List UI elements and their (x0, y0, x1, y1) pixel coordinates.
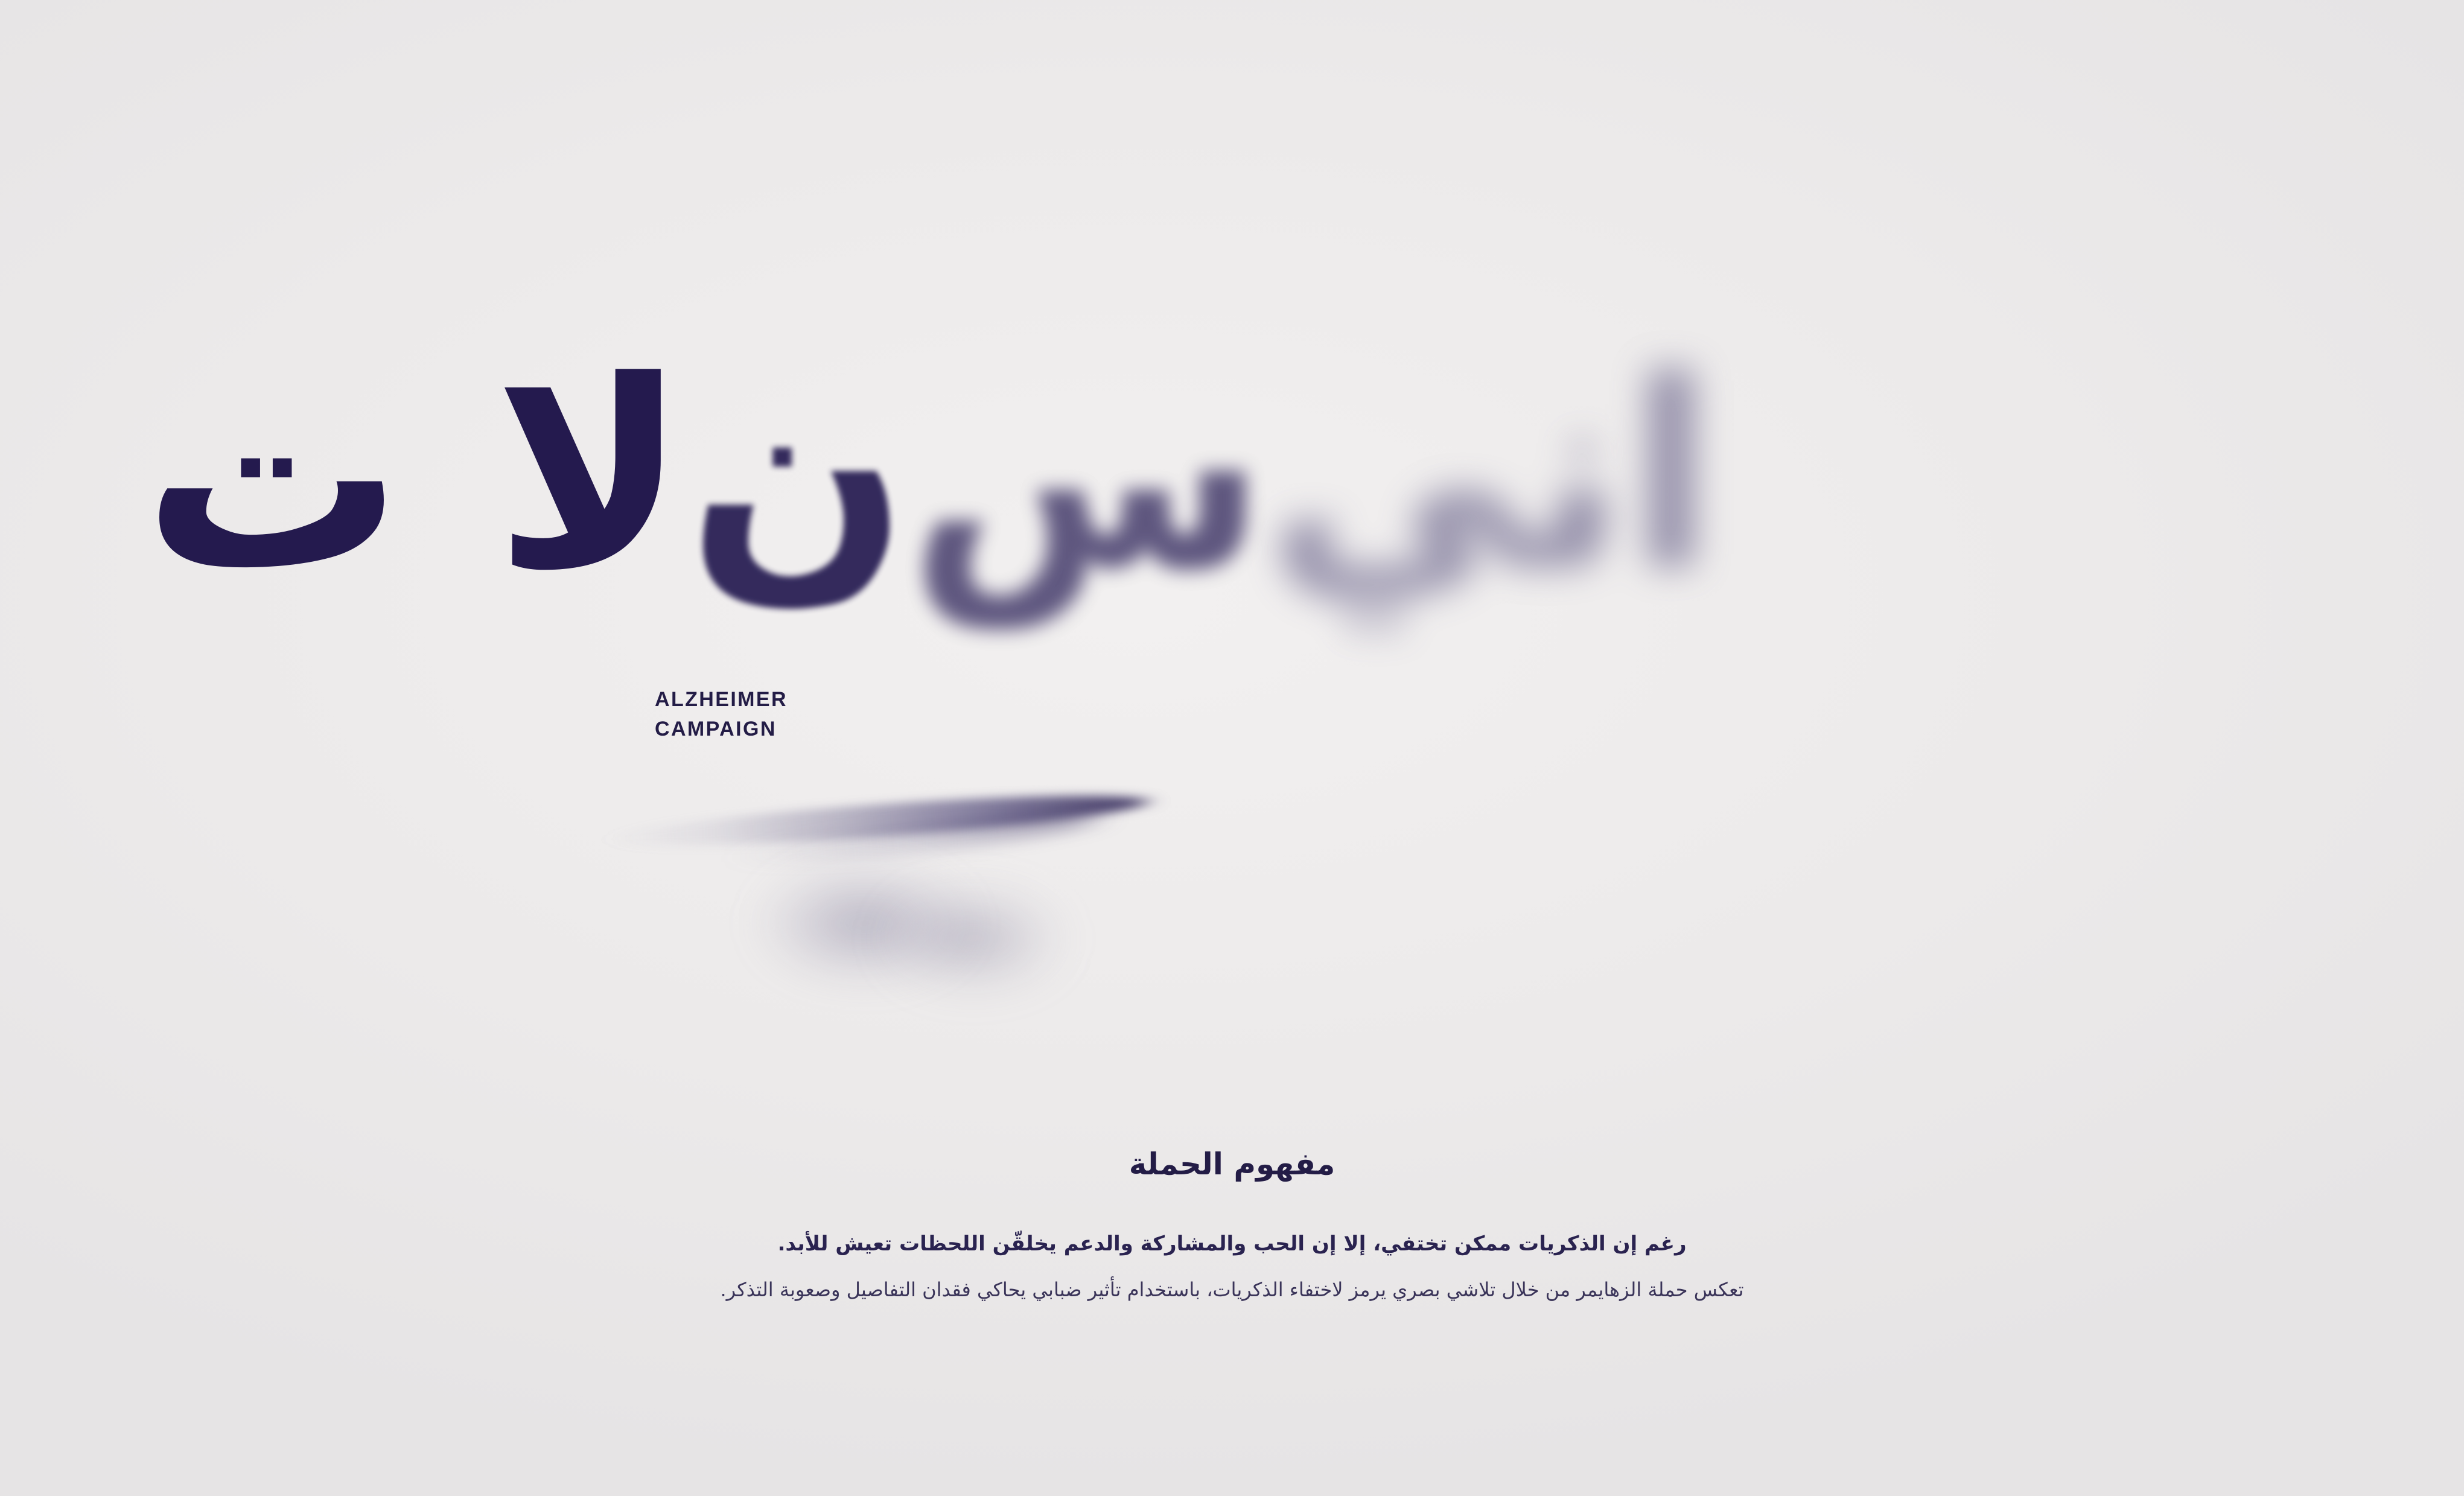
arabic-wordmark (142, 326, 1716, 628)
ink-smudge-right (883, 887, 1064, 990)
wordmark-segment-fade1: ن (687, 326, 909, 628)
concept-body-text: تعكس حملة الزهايمر من خلال تلاشي بصري يرمز لاختفاء الذكريات، باستخدام تأثير ضبابي يحاكي فقدان التفاصيل وصعوبة التذكر. (720, 1278, 1744, 1301)
concept-section (0, 1147, 2464, 1305)
wordmark-segment-fade3: اني (1267, 326, 1716, 628)
latin-line-alzheimer: ALZHEIMER (655, 688, 788, 711)
wordmark-segment-fade2: س (908, 326, 1267, 628)
wordmark-segment-solid: لا ت (142, 326, 687, 628)
latin-line-campaign: CAMPAIGN (655, 718, 777, 741)
concept-heading: مفهوم الحملة (1129, 1147, 1335, 1182)
concept-lead-text: رغم إن الذكريات ممكن تختفي، إلا إن الحب والمشاركة والدعم يخلقّن اللحظات تعيش للأبد. (777, 1232, 1687, 1256)
latin-lockup (655, 685, 788, 745)
